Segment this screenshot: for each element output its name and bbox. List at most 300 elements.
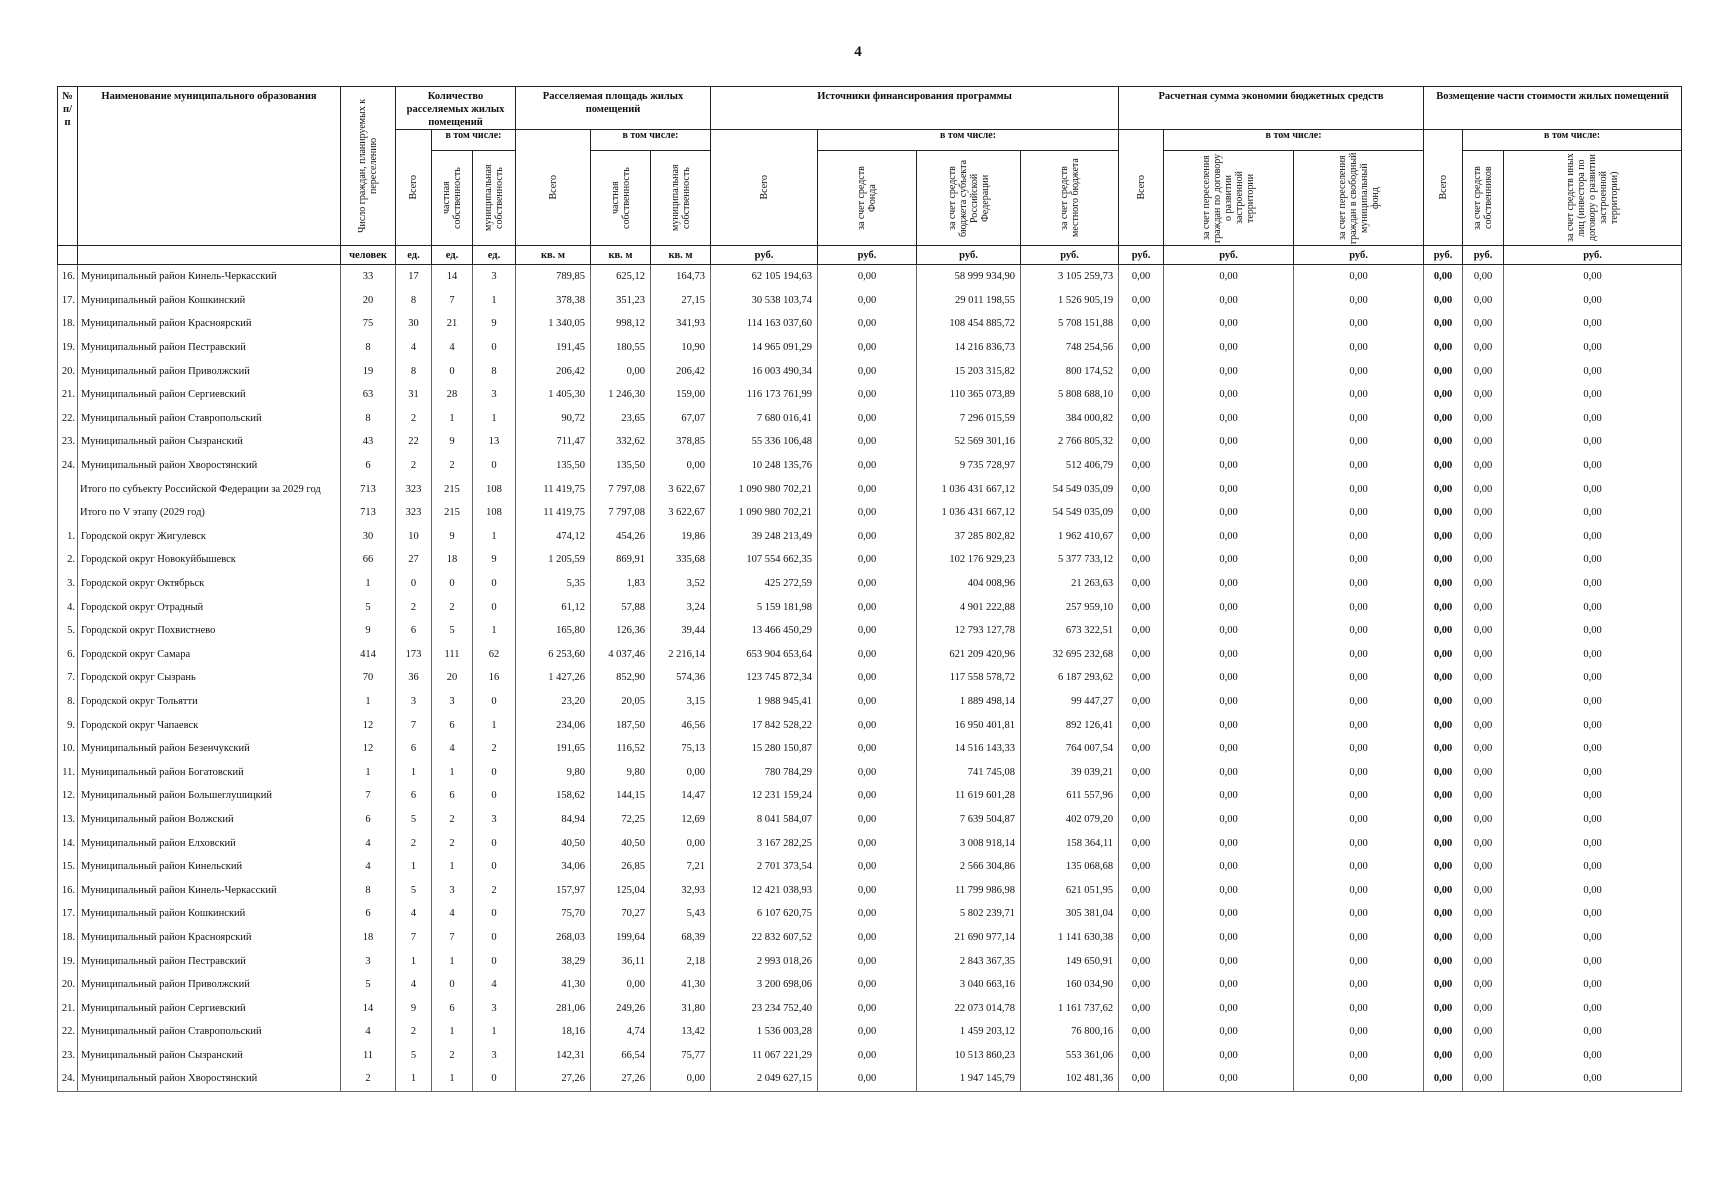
table-cell: 0,00: [1164, 1067, 1294, 1091]
table-row: [58, 926, 1682, 950]
table-cell: 4: [432, 737, 473, 761]
table-cell: 11 419,75: [516, 501, 591, 525]
table-cell: 19,86: [651, 525, 711, 549]
municipality-name: Городской округ Тольятти: [78, 690, 341, 714]
table-cell: 5 377 733,12: [1021, 548, 1119, 572]
table-cell: 800 174,52: [1021, 359, 1119, 383]
table-cell: 5: [432, 619, 473, 643]
table-cell: 0,00: [818, 289, 917, 313]
table-cell: 0,00: [1463, 1044, 1504, 1068]
row-number: 21.: [58, 996, 78, 1020]
table-cell: 0,00: [818, 926, 917, 950]
municipality-name: Муниципальный район Сызранский: [78, 1044, 341, 1068]
table-row: [58, 289, 1682, 313]
table-cell: 0,00: [1164, 595, 1294, 619]
table-row: [58, 831, 1682, 855]
table-cell: 0,00: [1504, 666, 1682, 690]
table-cell: 6: [432, 784, 473, 808]
table-cell: 0,00: [1424, 784, 1463, 808]
unit-cell: кв. м: [651, 246, 711, 265]
table-cell: 41,30: [651, 973, 711, 997]
table-cell: 0,00: [1164, 690, 1294, 714]
table-cell: 0,00: [1424, 383, 1463, 407]
municipality-name: Муниципальный район Приволжский: [78, 973, 341, 997]
table-cell: 108: [473, 501, 516, 525]
table-cell: 0,00: [1119, 808, 1164, 832]
table-cell: 0,00: [1504, 949, 1682, 973]
table-cell: 2 766 805,32: [1021, 430, 1119, 454]
table-row: [58, 878, 1682, 902]
table-cell: 27,26: [516, 1067, 591, 1091]
table-row: [58, 643, 1682, 667]
table-cell: 9: [341, 619, 396, 643]
table-cell: 0,00: [1463, 926, 1504, 950]
table-cell: 1: [396, 949, 432, 973]
table-cell: 1 141 630,38: [1021, 926, 1119, 950]
table-cell: 4,74: [591, 1020, 651, 1044]
table-cell: 0,00: [1119, 926, 1164, 950]
table-cell: 84,94: [516, 808, 591, 832]
row-number: 20.: [58, 973, 78, 997]
table-cell: 0,00: [1119, 902, 1164, 926]
table-row: [58, 430, 1682, 454]
row-number: 1.: [58, 525, 78, 549]
table-cell: 0: [396, 572, 432, 596]
table-cell: 63: [341, 383, 396, 407]
table-cell: 402 079,20: [1021, 808, 1119, 832]
table-cell: 4: [396, 336, 432, 360]
table-cell: 0,00: [1119, 312, 1164, 336]
table-cell: 3 200 698,06: [711, 973, 818, 997]
table-cell: 0,00: [818, 713, 917, 737]
table-cell: 257 959,10: [1021, 595, 1119, 619]
table-cell: 7 639 504,87: [917, 808, 1021, 832]
table-cell: 713: [341, 501, 396, 525]
table-cell: 0,00: [1424, 737, 1463, 761]
header-area-incl: в том числе:: [591, 130, 711, 151]
table-cell: 0,00: [1463, 336, 1504, 360]
table-cell: 0,00: [1294, 760, 1424, 784]
municipality-name: Муниципальный район Красноярский: [78, 926, 341, 950]
table-cell: 2,18: [651, 949, 711, 973]
table-cell: 7 296 015,59: [917, 407, 1021, 431]
table-row: [58, 454, 1682, 478]
table-cell: 158,62: [516, 784, 591, 808]
row-number: 7.: [58, 666, 78, 690]
table-cell: 21 263,63: [1021, 572, 1119, 596]
table-row: [58, 383, 1682, 407]
table-cell: 66,54: [591, 1044, 651, 1068]
header-econ-group: Расчетная сумма экономии бюджетных средств: [1119, 87, 1424, 130]
table-cell: 13 466 450,29: [711, 619, 818, 643]
table-cell: 23,20: [516, 690, 591, 714]
row-number: 11.: [58, 760, 78, 784]
table-cell: 1: [396, 855, 432, 879]
table-cell: 206,42: [651, 359, 711, 383]
table-cell: 36: [396, 666, 432, 690]
table-cell: 125,04: [591, 878, 651, 902]
table-cell: 1: [473, 289, 516, 313]
table-row: [58, 1067, 1682, 1091]
table-cell: 0,00: [1504, 430, 1682, 454]
table-cell: 54 549 035,09: [1021, 501, 1119, 525]
table-cell: 378,85: [651, 430, 711, 454]
table-cell: 0,00: [1504, 926, 1682, 950]
table-cell: 3: [473, 383, 516, 407]
table-cell: 0,00: [1424, 690, 1463, 714]
table-cell: 0,00: [1424, 808, 1463, 832]
table-cell: 1 459 203,12: [917, 1020, 1021, 1044]
table-cell: 0,00: [818, 336, 917, 360]
table-cell: 0: [473, 595, 516, 619]
table-row: [58, 477, 1682, 501]
table-cell: 1: [432, 760, 473, 784]
table-cell: 1: [432, 407, 473, 431]
table-cell: 9: [473, 548, 516, 572]
table-cell: 0,00: [1119, 407, 1164, 431]
table-cell: 3,52: [651, 572, 711, 596]
table-cell: 0,00: [1294, 1067, 1424, 1091]
table-cell: 29 011 198,55: [917, 289, 1021, 313]
table-cell: 14: [432, 265, 473, 289]
table-cell: 191,65: [516, 737, 591, 761]
table-cell: 0,00: [1504, 1044, 1682, 1068]
table-cell: 0,00: [1424, 949, 1463, 973]
table-cell: 1: [432, 855, 473, 879]
table-cell: 111: [432, 643, 473, 667]
table-cell: 114 163 037,60: [711, 312, 818, 336]
table-cell: 0,00: [1164, 359, 1294, 383]
table-cell: 46,56: [651, 713, 711, 737]
table-cell: 0,00: [818, 855, 917, 879]
table-cell: 0,00: [1294, 289, 1424, 313]
table-cell: 1 340,05: [516, 312, 591, 336]
table-row: [58, 501, 1682, 525]
table-cell: 0,00: [1463, 430, 1504, 454]
table-cell: 9,80: [591, 760, 651, 784]
table-cell: 157,97: [516, 878, 591, 902]
table-cell: 12 421 038,93: [711, 878, 818, 902]
table-cell: 0,00: [1424, 454, 1463, 478]
table-cell: 16 003 490,34: [711, 359, 818, 383]
table-cell: 0: [473, 831, 516, 855]
table-cell: 0,00: [1424, 902, 1463, 926]
table-cell: 18,16: [516, 1020, 591, 1044]
table-cell: 1,83: [591, 572, 651, 596]
table-cell: 0,00: [1424, 312, 1463, 336]
unit-cell: руб.: [818, 246, 917, 265]
table-cell: 653 904 653,64: [711, 643, 818, 667]
table-cell: 1: [473, 407, 516, 431]
municipality-name: Муниципальный район Сергиевский: [78, 996, 341, 1020]
table-cell: 0,00: [1463, 643, 1504, 667]
table-cell: 351,23: [591, 289, 651, 313]
table-cell: 404 008,96: [917, 572, 1021, 596]
table-cell: 0,00: [1424, 619, 1463, 643]
table-cell: 126,36: [591, 619, 651, 643]
table-cell: 0,00: [1463, 996, 1504, 1020]
table-cell: 0,00: [818, 265, 917, 289]
row-number: 8.: [58, 690, 78, 714]
row-number: 4.: [58, 595, 78, 619]
header-fin-incl: в том числе:: [818, 130, 1119, 151]
municipality-name: Муниципальный район Безенчукский: [78, 737, 341, 761]
table-cell: 52 569 301,16: [917, 430, 1021, 454]
table-cell: 3 622,67: [651, 477, 711, 501]
table-row: [58, 312, 1682, 336]
table-cell: 6: [432, 996, 473, 1020]
table-cell: 0,00: [1504, 996, 1682, 1020]
table-cell: 0,00: [1463, 595, 1504, 619]
table-cell: 0,00: [1504, 359, 1682, 383]
table-cell: 0,00: [1424, 973, 1463, 997]
table-cell: 998,12: [591, 312, 651, 336]
table-cell: 0,00: [1119, 973, 1164, 997]
table-cell: 2 049 627,15: [711, 1067, 818, 1091]
table-cell: 0,00: [1164, 643, 1294, 667]
table-cell: 384 000,82: [1021, 407, 1119, 431]
table-cell: 3 008 918,14: [917, 831, 1021, 855]
table-cell: 7: [396, 713, 432, 737]
table-cell: 323: [396, 501, 432, 525]
table-cell: 0,00: [1294, 1020, 1424, 1044]
table-cell: 0,00: [1504, 760, 1682, 784]
table-cell: 164,73: [651, 265, 711, 289]
table-cell: 110 365 073,89: [917, 383, 1021, 407]
table-cell: 11 067 221,29: [711, 1044, 818, 1068]
table-cell: 0,00: [1504, 477, 1682, 501]
row-number: 22.: [58, 407, 78, 431]
table-cell: 14 965 091,29: [711, 336, 818, 360]
table-cell: 75,77: [651, 1044, 711, 1068]
header-fin-local-text: за счет средств местного бюджета: [1058, 158, 1081, 238]
table-cell: 0,00: [1294, 878, 1424, 902]
table-cell: 0,00: [818, 737, 917, 761]
table-cell: 0,00: [1463, 760, 1504, 784]
table-cell: 0,00: [1504, 525, 1682, 549]
table-cell: 0,00: [1164, 808, 1294, 832]
table-cell: 0,00: [1119, 525, 1164, 549]
table-cell: 341,93: [651, 312, 711, 336]
table-cell: 0,00: [1164, 902, 1294, 926]
table-cell: 0,00: [1164, 619, 1294, 643]
municipality-name: Муниципальный район Кошкинский: [78, 902, 341, 926]
table-cell: 55 336 106,48: [711, 430, 818, 454]
row-number: 24.: [58, 1067, 78, 1091]
unit-cell: руб.: [1164, 246, 1294, 265]
table-cell: 7: [432, 926, 473, 950]
table-row: [58, 902, 1682, 926]
table-cell: 0,00: [1463, 572, 1504, 596]
table-cell: 0,00: [1119, 643, 1164, 667]
table-cell: 2: [432, 454, 473, 478]
table-cell: 0,00: [1424, 336, 1463, 360]
table-cell: 1 427,26: [516, 666, 591, 690]
table-cell: 0,00: [1504, 383, 1682, 407]
table-cell: 1 405,30: [516, 383, 591, 407]
header-area-municipal: [651, 151, 711, 246]
table-cell: 5: [396, 878, 432, 902]
header-qty-private-text: частная собственность: [441, 167, 463, 229]
table-cell: 0,00: [1424, 643, 1463, 667]
table-cell: 0,00: [1424, 996, 1463, 1020]
table-cell: 0,00: [651, 831, 711, 855]
table-cell: 1: [473, 619, 516, 643]
header-area-private: [591, 151, 651, 246]
table-cell: 1 988 945,41: [711, 690, 818, 714]
table-row: [58, 784, 1682, 808]
table-cell: 0,00: [1463, 784, 1504, 808]
table-cell: 57,88: [591, 595, 651, 619]
table-cell: 0,00: [1463, 902, 1504, 926]
table-cell: 0,00: [1164, 572, 1294, 596]
table-cell: 0,00: [1164, 666, 1294, 690]
row-number: 23.: [58, 1044, 78, 1068]
table-row: [58, 760, 1682, 784]
table-cell: 0,00: [1164, 713, 1294, 737]
table-row: [58, 666, 1682, 690]
table-cell: 8: [341, 336, 396, 360]
table-cell: 0,00: [591, 359, 651, 383]
table-cell: 1 205,59: [516, 548, 591, 572]
table-cell: 1: [341, 690, 396, 714]
table-cell: 0,00: [1463, 1020, 1504, 1044]
table-row: [58, 808, 1682, 832]
table-cell: 3: [432, 878, 473, 902]
table-cell: 27,26: [591, 1067, 651, 1091]
table-cell: 0,00: [818, 784, 917, 808]
table-cell: 741 745,08: [917, 760, 1021, 784]
table-cell: 6: [396, 784, 432, 808]
header-comp-owners: [1463, 151, 1504, 246]
table-cell: 1 246,30: [591, 383, 651, 407]
table-cell: 0,00: [818, 760, 917, 784]
table-cell: 14 516 143,33: [917, 737, 1021, 761]
table-cell: 0,00: [1294, 407, 1424, 431]
table-cell: 0,00: [1463, 855, 1504, 879]
table-cell: 215: [432, 501, 473, 525]
table-cell: 0,00: [1119, 595, 1164, 619]
table-cell: 191,45: [516, 336, 591, 360]
table-cell: 0,00: [1119, 713, 1164, 737]
table-cell: 789,85: [516, 265, 591, 289]
table-cell: 13: [473, 430, 516, 454]
table-cell: 16 950 401,81: [917, 713, 1021, 737]
table-cell: 6 187 293,62: [1021, 666, 1119, 690]
table-cell: 0,00: [818, 619, 917, 643]
table-cell: 0,00: [1294, 996, 1424, 1020]
table-cell: 0,00: [1294, 383, 1424, 407]
table-cell: 8: [341, 878, 396, 902]
table-cell: 4: [341, 831, 396, 855]
table-cell: 6: [396, 737, 432, 761]
table-row: [58, 525, 1682, 549]
table-cell: 0,00: [1424, 548, 1463, 572]
table-cell: 142,31: [516, 1044, 591, 1068]
table-cell: 5 708 151,88: [1021, 312, 1119, 336]
header-econ-free: [1294, 151, 1424, 246]
table-cell: 3: [473, 265, 516, 289]
page-number: 4: [854, 44, 862, 60]
table-cell: 1: [432, 1020, 473, 1044]
header-econ-incl: в том числе:: [1164, 130, 1424, 151]
table-row: [58, 737, 1682, 761]
table-cell: 62: [473, 643, 516, 667]
header-comp-group: Возмещение части стоимости жилых помещений: [1424, 87, 1682, 130]
table-cell: 0,00: [1424, 359, 1463, 383]
table-cell: 4: [396, 973, 432, 997]
table-cell: 0,00: [1294, 430, 1424, 454]
table-cell: 0,00: [1463, 312, 1504, 336]
table-cell: 0,00: [1504, 289, 1682, 313]
table-cell: 0,00: [1294, 737, 1424, 761]
table-cell: 33: [341, 265, 396, 289]
table-cell: 40,50: [516, 831, 591, 855]
table-cell: 9: [473, 312, 516, 336]
table-row: [58, 619, 1682, 643]
table-cell: 7 797,08: [591, 477, 651, 501]
table-cell: 32 695 232,68: [1021, 643, 1119, 667]
table-cell: 621 051,95: [1021, 878, 1119, 902]
table-cell: 0,00: [1294, 973, 1424, 997]
table-cell: 0: [473, 949, 516, 973]
table-cell: 1 526 905,19: [1021, 289, 1119, 313]
table-cell: 0,00: [1294, 1044, 1424, 1068]
table-cell: 6: [341, 902, 396, 926]
table-cell: 17 842 528,22: [711, 713, 818, 737]
header-citizens: [341, 87, 396, 246]
table-cell: 0,00: [1119, 548, 1164, 572]
table-cell: 6 253,60: [516, 643, 591, 667]
table-cell: 102 176 929,23: [917, 548, 1021, 572]
table-cell: 0,00: [1504, 784, 1682, 808]
table-cell: 0,00: [1119, 454, 1164, 478]
table-cell: 1 090 980 702,21: [711, 477, 818, 501]
table-cell: 12,69: [651, 808, 711, 832]
table-cell: 0,00: [1294, 572, 1424, 596]
table-cell: 0,00: [1424, 713, 1463, 737]
table-cell: 2: [473, 878, 516, 902]
table-cell: 0,00: [1164, 477, 1294, 501]
header-econ-free-text: за счет переселения граждан в свободный муниципальный фонд: [1336, 152, 1381, 244]
table-cell: 0,00: [1424, 1067, 1463, 1091]
table-cell: 6: [341, 454, 396, 478]
table-cell: 0,00: [1119, 690, 1164, 714]
table-cell: 0,00: [1463, 831, 1504, 855]
table-cell: 21 690 977,14: [917, 926, 1021, 950]
table-cell: 1: [341, 572, 396, 596]
row-number: 17.: [58, 289, 78, 313]
table-cell: 15 203 315,82: [917, 359, 1021, 383]
table-cell: 135 068,68: [1021, 855, 1119, 879]
table-cell: 2: [396, 595, 432, 619]
table-cell: 268,03: [516, 926, 591, 950]
municipality-name: Муниципальный район Хворостянский: [78, 1067, 341, 1091]
header-qty-private: [432, 151, 473, 246]
table-cell: 0,00: [1424, 595, 1463, 619]
table-cell: 0,00: [1294, 902, 1424, 926]
header-econ-total-text: Всего: [1135, 175, 1147, 200]
table-cell: 159,00: [651, 383, 711, 407]
table-cell: 5: [396, 1044, 432, 1068]
table-cell: 0,00: [1294, 477, 1424, 501]
table-cell: 621 209 420,96: [917, 643, 1021, 667]
table-cell: 0,00: [1119, 737, 1164, 761]
table-cell: 199,64: [591, 926, 651, 950]
table-cell: 5: [396, 808, 432, 832]
table-cell: 206,42: [516, 359, 591, 383]
table-cell: 611 557,96: [1021, 784, 1119, 808]
